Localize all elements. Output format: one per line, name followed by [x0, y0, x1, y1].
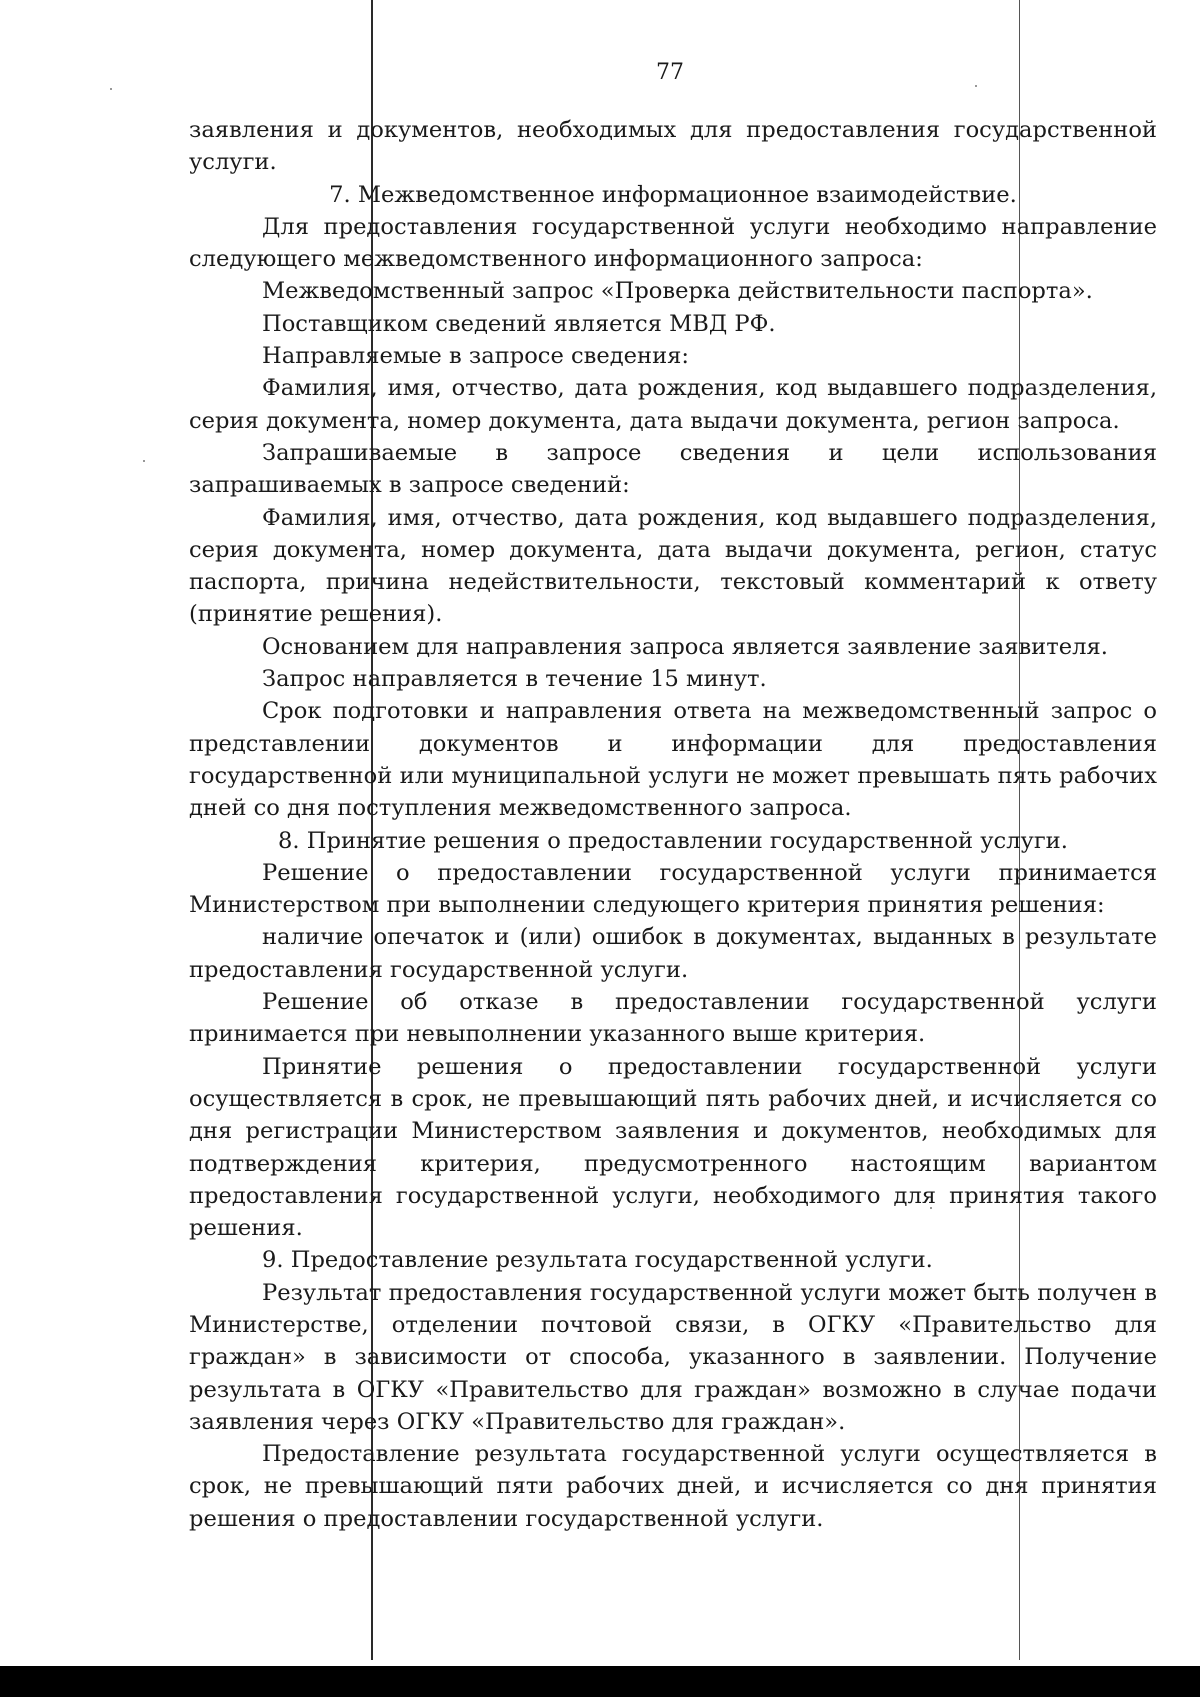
- paragraph: Запрос направляется в течение 15 минут.: [262, 666, 767, 693]
- paragraph: Фамилия, имя, отчество, дата рождения, код выдавшего подразделения, серия документа, номер документа, дата выдачи документа, регион, статус паспорта, причина недействительности, текстовый комментарий к ответу (принятие решения).: [189, 504, 1157, 628]
- scan-speck: [110, 88, 112, 90]
- paragraph: Запрашиваемые в запросе сведения и цели использования запрашиваемых в запросе сведений:: [189, 439, 1157, 499]
- paragraph: Фамилия, имя, отчество, дата рождения, код выдавшего подразделения, серия документа, номер документа, дата выдачи документа, регион запроса.: [189, 375, 1157, 434]
- paragraph: Для предоставления государственной услуги необходимо направление следующего межведомственного информационного запроса:: [189, 213, 1157, 273]
- section-heading-8: 8. Принятие решения о предоставлении государственной услуги.: [278, 827, 1068, 854]
- paragraph: Решение об отказе в предоставлении государственной услуги принимается при невыполнении указанного выше критерия.: [189, 989, 1157, 1048]
- page-number: 77: [656, 60, 684, 85]
- document-body: [189, 114, 1157, 1535]
- paragraph: Направляемые в запросе сведения:: [262, 343, 690, 370]
- paragraph: Предоставление результата государственной услуги осуществляется в срок, не превышающий пяти рабочих дней, и исчисляется со дня принятия решения о предоставлении государственной услуги.: [189, 1441, 1157, 1532]
- paragraph: Межведомственный запрос «Проверка действительности паспорта».: [262, 278, 1093, 305]
- paragraph: Поставщиком сведений является МВД РФ.: [262, 310, 776, 337]
- paragraph: наличие опечаток и (или) ошибок в документах, выданных в результате предоставления государственной услуги.: [189, 924, 1157, 983]
- section-heading-7: 7. Межведомственное информационное взаимодействие.: [329, 181, 1017, 208]
- paragraph: Срок подготовки и направления ответа на межведомственный запрос о представлении документов и информации для предоставления государственной или муниципальной услуги не может превышать пять рабочих дней со дня поступления межведомственного запроса.: [189, 698, 1157, 822]
- section-heading-9: 9. Предоставление результата государственной услуги.: [262, 1247, 933, 1274]
- paragraph: Основанием для направления запроса является заявление заявителя.: [262, 633, 1108, 660]
- paragraph: Решение о предоставлении государственной услуги принимается Министерством при выполнении следующего критерия принятия решения:: [189, 859, 1157, 919]
- scan-speck: [143, 460, 145, 462]
- scan-bottom-border: [0, 1666, 1200, 1697]
- paragraph: заявления и документов, необходимых для предоставления государственной услуги.: [189, 117, 1157, 176]
- paragraph: Принятие решения о предоставлении государственной услуги осуществляется в срок, не превышающий пять рабочих дней, и исчисляется со дня регистрации Министерством заявления и документов, необходимых для подтверждения критерия, предусмотренного настоящим вариантом предоставления государственной услуги, необходимого для принятия такого решения.: [189, 1053, 1157, 1242]
- paragraph: Результат предоставления государственной услуги может быть получен в Министерстве, отделении почтовой связи, в ОГКУ «Правительство для граждан» в зависимости от способа, указанного в заявлении. Получение результата в ОГКУ «Правительство для граждан» возможно в случае подачи заявления через ОГКУ «Правительство для граждан».: [189, 1279, 1157, 1435]
